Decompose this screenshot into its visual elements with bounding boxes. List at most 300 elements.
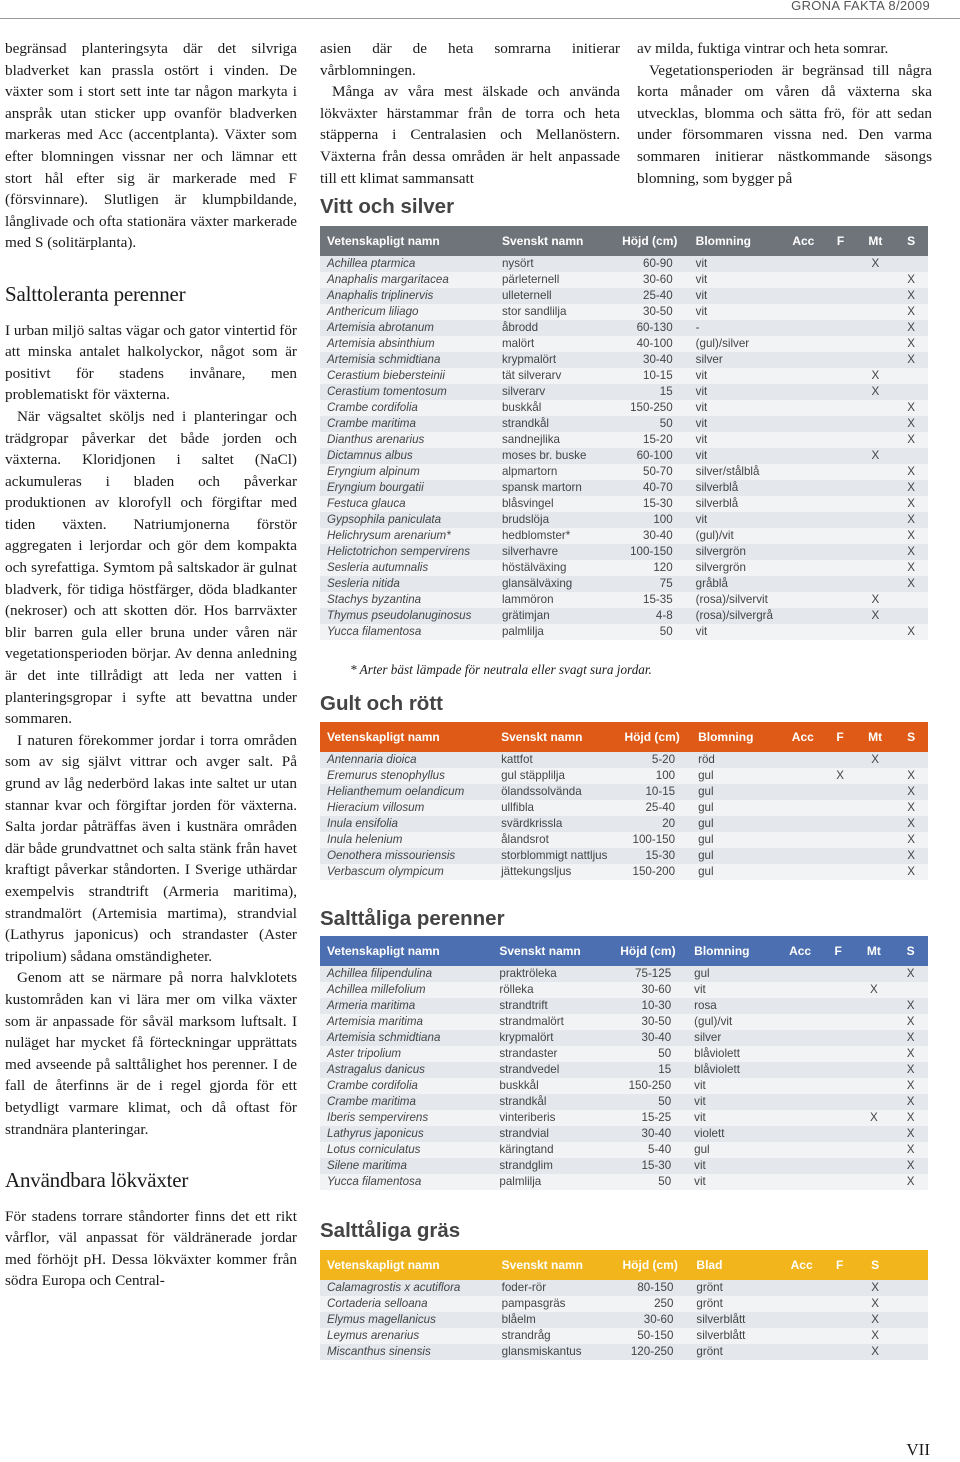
mark-cell xyxy=(825,336,857,352)
height-cell: 15-30 xyxy=(645,849,676,862)
bloom-cell: silver/stålblå xyxy=(695,465,760,478)
height-cell: 30-50 xyxy=(641,1015,672,1028)
mark-cell xyxy=(778,1158,821,1174)
swedish-name: strandmalört xyxy=(499,1015,564,1028)
mark-cell xyxy=(822,1174,855,1190)
table-row xyxy=(320,608,928,624)
mark-cell xyxy=(825,480,857,496)
plant-table-vitt-silver xyxy=(320,226,928,640)
mark-cell xyxy=(856,352,894,368)
mark-cell xyxy=(856,336,894,352)
mark-cell xyxy=(822,1046,855,1062)
bloom-cell: grönt xyxy=(696,1345,723,1358)
mark-cell xyxy=(822,1094,855,1110)
mark-cell xyxy=(782,336,825,352)
mark-cell xyxy=(854,966,893,982)
table-row xyxy=(320,448,928,464)
mark-cell: X xyxy=(871,1297,879,1310)
bloom-cell: silver xyxy=(694,1031,722,1044)
swedish-name: palmlilja xyxy=(499,1175,542,1188)
height-cell: 100 xyxy=(653,513,673,526)
bloom-cell: (gul)/vit xyxy=(694,1015,733,1028)
column-header: Vetenskapligt namn xyxy=(327,1258,440,1272)
table-row xyxy=(320,464,928,480)
table-row xyxy=(320,528,928,544)
scientific-name: Festuca glauca xyxy=(327,497,406,510)
mark-cell xyxy=(780,1328,823,1344)
bloom-cell: röd xyxy=(698,753,715,766)
mark-cell xyxy=(824,752,856,768)
section-heading-lokvaxter: Användbara lökväxter xyxy=(5,1168,189,1193)
mark-cell xyxy=(894,368,928,384)
height-cell: 50 xyxy=(658,1175,672,1188)
mark-cell xyxy=(854,1062,893,1078)
scientific-name: Artemisia maritima xyxy=(327,1015,423,1028)
swedish-name: blåsvingel xyxy=(501,497,554,510)
mark-cell: X xyxy=(871,257,880,270)
column-header: Mt xyxy=(868,730,883,744)
height-cell: 25-40 xyxy=(643,289,673,302)
table-row xyxy=(320,1014,928,1030)
height-cell: 250 xyxy=(654,1297,674,1310)
mark-cell: X xyxy=(907,353,916,366)
mark-cell xyxy=(854,1046,893,1062)
table-row xyxy=(320,998,928,1014)
table-row xyxy=(320,1312,928,1328)
mark-cell xyxy=(778,1062,821,1078)
mark-cell: X xyxy=(906,967,915,980)
page-number: VII xyxy=(906,1440,930,1459)
height-cell: 10-30 xyxy=(641,999,672,1012)
scientific-name: Lotus corniculatus xyxy=(327,1143,421,1156)
swedish-name: höstälväxing xyxy=(501,561,567,574)
height-cell: 50 xyxy=(659,625,673,638)
mark-cell: X xyxy=(870,1111,878,1124)
height-cell: 50-150 xyxy=(637,1329,674,1342)
column-2 xyxy=(320,38,620,189)
table-row xyxy=(320,864,928,880)
height-cell: 30-60 xyxy=(641,983,672,996)
table-row xyxy=(320,288,928,304)
height-cell: 15-20 xyxy=(643,433,673,446)
swedish-name: tät silverarv xyxy=(501,369,562,382)
column-header: Blomning xyxy=(695,234,751,248)
bloom-cell: gråblå xyxy=(695,577,728,590)
bloom-cell: vit xyxy=(694,1095,706,1108)
height-cell: 30-40 xyxy=(641,1127,672,1140)
table-row xyxy=(320,432,928,448)
mark-cell xyxy=(824,848,856,864)
mark-cell: X xyxy=(871,385,880,398)
mark-cell xyxy=(823,1344,856,1360)
swedish-name: storblommigt nattljus xyxy=(501,849,608,862)
column-header: S xyxy=(907,730,916,744)
bloom-cell: silverblått xyxy=(696,1329,746,1342)
mark-cell xyxy=(778,1142,821,1158)
intro-paragraph: begränsad planteringsyta där det silvriga bladverket kan prassla ostört i vinden. De växter som i stort sett inte tar någon markyta i anspråk utan sticker upp ovanför bladverken markeras med Acc (accentplanta). Växter som efter blomningen vissnar ner och lämnar ett stort hål efter sig är markerade med F (försvinnare). Slutligen är klumpbildande, långlivade och ofta stationära växter markerade med S (solitärplanta). xyxy=(5,40,297,252)
mark-cell xyxy=(780,1344,823,1360)
bloom-cell: vit xyxy=(694,1159,706,1172)
height-cell: 10-15 xyxy=(645,785,676,798)
bloom-cell: violett xyxy=(694,1127,725,1140)
bloom-cell: silverblått xyxy=(696,1313,746,1326)
mark-cell: X xyxy=(871,449,880,462)
bloom-cell: vit xyxy=(694,1175,706,1188)
height-cell: 30-40 xyxy=(641,1031,672,1044)
mark-cell xyxy=(894,256,928,272)
mark-cell: X xyxy=(906,1063,915,1076)
scientific-name: Crambe maritima xyxy=(327,417,416,430)
column-header: Höjd (cm) xyxy=(622,234,678,248)
column-header: S xyxy=(907,234,916,248)
swedish-name: lammöron xyxy=(501,593,554,606)
scientific-name: Thymus pseudolanuginosus xyxy=(327,609,472,622)
swedish-name: blåelm xyxy=(501,1313,536,1326)
mark-cell xyxy=(856,288,894,304)
mark-cell: X xyxy=(907,849,915,862)
swedish-name: ulleternell xyxy=(501,289,552,302)
scientific-name: Sesleria autumnalis xyxy=(327,561,429,574)
scientific-name: Helichrysum arenarium* xyxy=(327,529,451,542)
plant-table-salttaliga-perenner xyxy=(320,936,928,1190)
mark-cell xyxy=(856,528,894,544)
scientific-name: Leymus arenarius xyxy=(327,1329,420,1342)
scientific-name: Helictotrichon sempervirens xyxy=(327,545,471,558)
mark-cell: X xyxy=(907,513,916,526)
bloom-cell: rosa xyxy=(694,999,717,1012)
swedish-name: käringtand xyxy=(499,1143,554,1156)
mark-cell xyxy=(782,432,825,448)
mark-cell xyxy=(856,304,894,320)
mark-cell xyxy=(825,512,857,528)
paragraph: Vegetationsperioden är begränsad till några korta månader om våren då växterna ska utvecklas, blomma och sätta frö, för att sedan under försommaren vissna ned. Den varma sommaren initierar nästkommande säsongs blomning, som bygger på xyxy=(637,61,932,187)
swedish-name: pärleternell xyxy=(501,273,560,286)
table-row xyxy=(320,1078,928,1094)
swedish-name: foder-rör xyxy=(501,1281,547,1294)
height-cell: 80-150 xyxy=(637,1281,674,1294)
journal-header: GRÖNA FAKTA 8/2009 xyxy=(791,0,930,13)
mark-cell xyxy=(824,832,856,848)
scientific-name: Hieracium villosum xyxy=(327,801,425,814)
table-header-row xyxy=(320,226,928,256)
column-header: Vetenskapligt namn xyxy=(327,730,440,744)
mark-cell xyxy=(854,1014,893,1030)
mark-cell xyxy=(856,512,894,528)
bloom-cell: gul xyxy=(694,967,710,980)
bloom-cell: gul xyxy=(698,865,714,878)
swedish-name: ölandssolvända xyxy=(501,785,582,798)
bloom-cell: vit xyxy=(694,1111,706,1124)
column-header: Blad xyxy=(696,1258,723,1272)
table-row xyxy=(320,1158,928,1174)
mark-cell xyxy=(854,1030,893,1046)
swedish-name: glansmiskantus xyxy=(501,1345,582,1358)
mark-cell xyxy=(782,528,825,544)
mark-cell xyxy=(825,384,857,400)
mark-cell xyxy=(894,608,928,624)
mark-cell: X xyxy=(871,1313,879,1326)
mark-cell xyxy=(854,1126,893,1142)
scientific-name: Verbascum olympicum xyxy=(327,865,444,878)
mark-cell xyxy=(894,1296,928,1312)
mark-cell xyxy=(893,982,928,998)
mark-cell xyxy=(778,998,821,1014)
mark-cell xyxy=(854,998,893,1014)
scientific-name: Achillea ptarmica xyxy=(327,257,416,270)
table-row xyxy=(320,966,928,982)
mark-cell xyxy=(780,1312,823,1328)
column-header: Svenskt namn xyxy=(499,944,581,958)
table-title-salttaliga-perenner: Salttåliga perenner xyxy=(320,907,505,930)
height-cell: 50-70 xyxy=(643,465,673,478)
bloom-cell: gul xyxy=(698,833,714,846)
table-row xyxy=(320,544,928,560)
height-cell: 150-250 xyxy=(630,401,673,414)
bloom-cell: silverblå xyxy=(695,497,739,510)
table-title-vitt-silver: Vitt och silver xyxy=(320,195,455,218)
mark-cell xyxy=(778,1030,821,1046)
column-header: Vetenskapligt namn xyxy=(327,234,440,248)
table-row xyxy=(320,816,928,832)
mark-cell xyxy=(781,768,824,784)
swedish-name: buskkål xyxy=(499,1079,539,1092)
mark-cell xyxy=(822,1062,855,1078)
height-cell: 60-100 xyxy=(636,449,673,462)
bloom-cell: blåviolett xyxy=(694,1063,740,1076)
height-cell: 100-150 xyxy=(630,545,673,558)
bloom-cell: gul xyxy=(694,1143,710,1156)
mark-cell: X xyxy=(907,577,916,590)
scientific-name: Antennaria dioica xyxy=(327,753,417,766)
mark-cell: X xyxy=(871,753,879,766)
table-row xyxy=(320,384,928,400)
mark-cell xyxy=(825,304,857,320)
column-1 xyxy=(5,38,297,1292)
table-row xyxy=(320,336,928,352)
mark-cell: X xyxy=(907,417,916,430)
mark-cell xyxy=(825,272,857,288)
mark-cell xyxy=(782,304,825,320)
column-header: Höjd (cm) xyxy=(624,730,680,744)
mark-cell: X xyxy=(870,983,878,996)
mark-cell xyxy=(854,1142,893,1158)
mark-cell xyxy=(856,432,894,448)
bloom-cell: (gul)/silver xyxy=(695,337,750,350)
mark-cell xyxy=(778,1094,821,1110)
paragraph: I urban miljö saltas vägar och gator vintertid för att minska antalet halkolyckor, något som är positivt för stadens invånare, men problematiskt för växterna. xyxy=(5,321,297,404)
mark-cell xyxy=(782,256,825,272)
column-header: F xyxy=(836,234,845,248)
mark-cell xyxy=(856,560,894,576)
height-cell: 60-130 xyxy=(636,321,673,334)
column-header: Acc xyxy=(791,730,814,744)
swedish-name: åbrodd xyxy=(501,321,539,334)
mark-cell: X xyxy=(906,1015,915,1028)
height-cell: 75 xyxy=(659,577,673,590)
mark-cell xyxy=(825,608,857,624)
scientific-name: Dianthus arenarius xyxy=(327,433,425,446)
height-cell: 120-250 xyxy=(630,1345,674,1358)
scientific-name: Silene maritima xyxy=(327,1159,407,1172)
mark-cell xyxy=(856,416,894,432)
mark-cell xyxy=(854,1078,893,1094)
height-cell: 25-40 xyxy=(645,801,676,814)
mark-cell xyxy=(782,496,825,512)
mark-cell xyxy=(856,800,894,816)
mark-cell: X xyxy=(907,801,915,814)
mark-cell xyxy=(782,288,825,304)
bloom-cell: grönt xyxy=(696,1281,723,1294)
swedish-name: rölleka xyxy=(499,983,534,996)
mark-cell xyxy=(856,768,894,784)
scientific-name: Inula helenium xyxy=(327,833,403,846)
mark-cell xyxy=(824,816,856,832)
bloom-cell: silvergrön xyxy=(695,545,746,558)
bloom-cell: vit xyxy=(695,289,708,302)
mark-cell xyxy=(782,512,825,528)
mark-cell: X xyxy=(907,833,915,846)
scientific-name: Artemisia schmidtiana xyxy=(327,353,441,366)
mark-cell xyxy=(825,576,857,592)
mark-cell: X xyxy=(907,817,915,830)
swedish-name: praktröleka xyxy=(499,967,557,980)
height-cell: 15-35 xyxy=(643,593,673,606)
table-header-row xyxy=(320,936,928,966)
swedish-name: silverhavre xyxy=(501,545,559,558)
swedish-name: strandvial xyxy=(499,1127,549,1140)
mark-cell xyxy=(824,864,856,880)
column-3 xyxy=(637,38,932,189)
swedish-name: strandtrift xyxy=(499,999,548,1012)
mark-cell xyxy=(825,320,857,336)
mark-cell xyxy=(856,816,894,832)
height-cell: 10-15 xyxy=(643,369,673,382)
mark-cell: X xyxy=(906,1079,915,1092)
column-header: S xyxy=(871,1258,880,1272)
mark-cell xyxy=(782,544,825,560)
mark-cell: X xyxy=(906,1047,915,1060)
bloom-cell: vit xyxy=(695,417,708,430)
table-row xyxy=(320,320,928,336)
mark-cell: X xyxy=(871,1329,879,1342)
scientific-name: Elymus magellanicus xyxy=(327,1313,436,1326)
mark-cell xyxy=(782,480,825,496)
mark-cell xyxy=(854,1158,893,1174)
table-row xyxy=(320,1126,928,1142)
column-header: Svenskt namn xyxy=(501,234,584,248)
bloom-cell: vit xyxy=(694,1079,706,1092)
swedish-name: grätimjan xyxy=(501,609,550,622)
table-row xyxy=(320,752,928,768)
mark-cell xyxy=(781,864,824,880)
scientific-name: Sesleria nitida xyxy=(327,577,400,590)
swedish-name: vinteriberis xyxy=(499,1111,556,1124)
bloom-cell: - xyxy=(695,321,700,334)
scientific-name: Anaphalis triplinervis xyxy=(327,289,434,302)
height-cell: 40-100 xyxy=(636,337,673,350)
table-row xyxy=(320,560,928,576)
scientific-name: Eryngium bourgatii xyxy=(327,481,424,494)
mark-cell xyxy=(894,1328,928,1344)
table-row xyxy=(320,400,928,416)
mark-cell xyxy=(825,368,857,384)
table-row xyxy=(320,784,928,800)
mark-cell xyxy=(824,800,856,816)
table-row xyxy=(320,768,928,784)
mark-cell xyxy=(856,400,894,416)
mark-cell xyxy=(778,1126,821,1142)
mark-cell: X xyxy=(906,1111,915,1124)
table-row xyxy=(320,1062,928,1078)
mark-cell xyxy=(822,966,855,982)
scientific-name: Gypsophila paniculata xyxy=(327,513,442,526)
column-header xyxy=(894,1250,928,1280)
mark-cell xyxy=(782,576,825,592)
column-header: Acc xyxy=(790,1258,813,1272)
mark-cell xyxy=(825,496,857,512)
table-row xyxy=(320,352,928,368)
column-header: Mt xyxy=(866,944,881,958)
swedish-name: spansk martorn xyxy=(501,481,582,494)
mark-cell xyxy=(781,816,824,832)
bloom-cell: vit xyxy=(695,305,708,318)
table-title-gult-rott: Gult och rött xyxy=(320,692,443,715)
mark-cell xyxy=(781,800,824,816)
table-row xyxy=(320,1174,928,1190)
table-row xyxy=(320,982,928,998)
mark-cell xyxy=(825,464,857,480)
bloom-cell: gul xyxy=(698,801,714,814)
mark-cell: X xyxy=(906,999,915,1012)
table-title-salttaliga-gras: Salttåliga gräs xyxy=(320,1219,461,1242)
swedish-name: strandaster xyxy=(499,1047,558,1060)
mark-cell xyxy=(782,384,825,400)
mark-cell xyxy=(780,1296,823,1312)
mark-cell: X xyxy=(907,321,916,334)
height-cell: 15 xyxy=(658,1063,672,1076)
bloom-cell: vit xyxy=(695,385,708,398)
mark-cell xyxy=(822,1142,855,1158)
mark-cell xyxy=(825,544,857,560)
mark-cell: X xyxy=(871,369,880,382)
bloom-cell: gul xyxy=(698,785,714,798)
scientific-name: Achillea millefolium xyxy=(327,983,426,996)
mark-cell xyxy=(825,448,857,464)
mark-cell xyxy=(824,784,856,800)
scientific-name: Armeria maritima xyxy=(327,999,416,1012)
swedish-name: strandvedel xyxy=(499,1063,560,1076)
scientific-name: Astragalus danicus xyxy=(327,1063,425,1076)
bloom-cell: blåviolett xyxy=(694,1047,740,1060)
table-row xyxy=(320,1030,928,1046)
mark-cell xyxy=(823,1280,856,1296)
table-row xyxy=(320,576,928,592)
paragraph: Många av våra mest älskade och använda lökväxter härstammar från de torra och heta stäpperna i Centralasien och Mellanöstern. Växterna från dessa områden är helt anpassade till ett klimat sammansatt xyxy=(320,83,620,187)
mark-cell xyxy=(825,624,857,640)
swedish-name: brudslöja xyxy=(501,513,550,526)
height-cell: 150-250 xyxy=(628,1079,672,1092)
height-cell: 75-125 xyxy=(635,967,672,980)
paragraph: Genom att se närmare på norra halvklotets kustområden kan vi lära mer om vilka växter som är anpassade för såväl marksom luftsalt. I nuläget har mycket få förteckningar upprättats med avseende på salttålighet hos perenner. I de fall de återfinns är de i regel gjorda för ett betydligt varmare klimat, och då oftast för strandnära planteringar. xyxy=(5,969,297,1138)
mark-cell xyxy=(782,592,825,608)
scientific-name: Dictamnus albus xyxy=(327,449,413,462)
height-cell: 15-25 xyxy=(641,1111,672,1124)
bloom-cell: gul xyxy=(698,769,714,782)
height-cell: 20 xyxy=(662,817,676,830)
paragraph: asien där de heta somrarna initierar vårblomningen. xyxy=(320,40,620,79)
mark-cell: X xyxy=(907,433,916,446)
column-header: Svenskt namn xyxy=(501,730,583,744)
